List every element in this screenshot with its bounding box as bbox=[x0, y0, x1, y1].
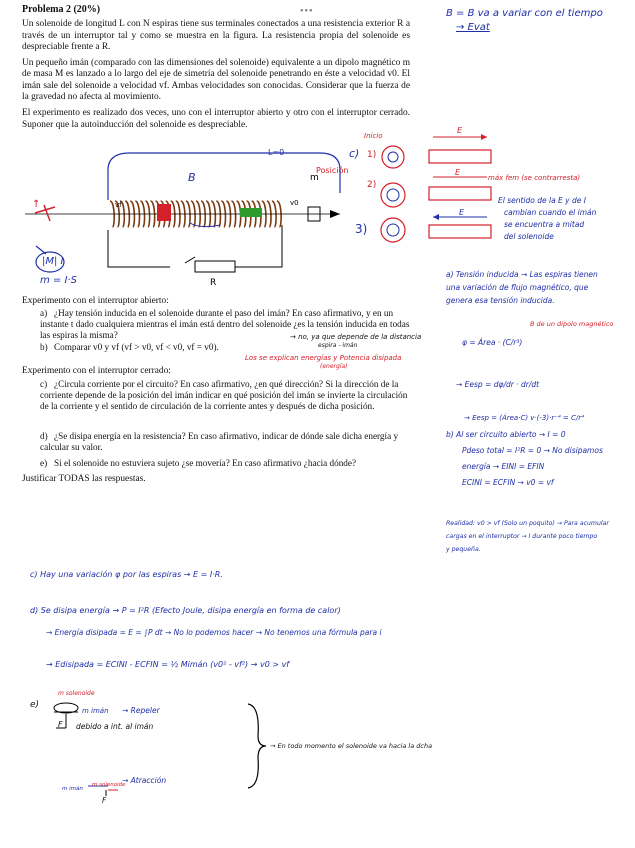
e-debido-note: debido a int. al imán bbox=[76, 722, 154, 731]
e-atraccion-note: → Atracción bbox=[122, 776, 167, 785]
svg-text:E: E bbox=[457, 126, 463, 135]
im-note: |M| I bbox=[42, 256, 64, 267]
e-force-label-2: F bbox=[102, 796, 107, 805]
e-solenoide-label: m solenoide bbox=[58, 690, 95, 697]
resistor-label: R bbox=[210, 278, 217, 288]
dipolo-note: B de un dipolo magnético bbox=[530, 320, 614, 328]
svg-text:2): 2) bbox=[367, 180, 377, 190]
answer-d-3: → Edisipada = ECINI - ECFIN = ½ Mimán (v0² - vf²) → v0 > vf bbox=[46, 660, 290, 669]
e-solenoide-label-2: m solenoide bbox=[92, 782, 126, 788]
b-varies-note: B = B va a variar con el tiempo bbox=[446, 8, 603, 19]
espira-iman-note: espira - imán bbox=[318, 342, 358, 349]
question-b: b) Comparar v0 y vf (vf > v0, vf < v0, vf = v0). bbox=[40, 342, 219, 352]
dipole-label-m: m bbox=[310, 173, 319, 183]
closed-experiment-header: Experimento con el interruptor cerrado: bbox=[22, 366, 171, 376]
question-e: e) Si el solenoide no estuviera sujeto ¿se movería? En caso afirmativo ¿hacia dónde? bbox=[40, 458, 357, 468]
open-experiment-header: Experimento con el interruptor abierto: bbox=[22, 296, 169, 306]
sentido-note-4: del solenoide bbox=[504, 232, 554, 241]
answer-b-1: b) Al ser circuito abierto → I = 0 bbox=[446, 430, 566, 439]
paragraph-2: Un pequeño imán (comparado con las dimensiones del solenoide) equivalente a un dipolo magnético m de masa M es lanzado a lo largo del eje de simetría del solenoide penetrando en éste a velocidad v0. El imán sale del solenoide a velocidad vf. Ambas velocidades son conocidas. Considerar que la fuerza de la gravedad no afecta al movimiento. bbox=[22, 58, 410, 103]
svg-text:1): 1) bbox=[367, 150, 377, 160]
energias-note: Los se explican energías y Potencia disipada bbox=[245, 354, 402, 362]
answer-c: c) Hay una variación φ por las espiras → E = I·R. bbox=[30, 570, 223, 579]
svg-text:E: E bbox=[455, 168, 461, 177]
v0-label: v0 bbox=[290, 199, 299, 207]
emf-formula-1: → Eesp = dφ/dr · dr/dt bbox=[456, 380, 540, 389]
answer-d-1: d) Se disipa energía → P = I²R (Efecto Joule, disipa energía en forma de calor) bbox=[30, 606, 341, 615]
answer-b-3: energía → EINI = EFIN bbox=[462, 462, 545, 471]
problem-statement bbox=[22, 4, 410, 136]
l0-note: L=0 bbox=[268, 148, 285, 157]
answer-b-2: Pdeso total = I²R = 0 → No disipamos bbox=[462, 446, 603, 455]
e-force-label: F bbox=[58, 720, 63, 729]
question-a: a) ¿Hay tensión inducida en el solenoide durante el paso del imán? En caso afirmativo, y en un instante t dado cualquiera mientras el imán está dentro del solenoide ¿es la tensión inducida en todas las espiras la misma? bbox=[40, 308, 410, 340]
answer-a-3: genera esa tensión inducida. bbox=[446, 296, 555, 305]
posicion-note: Posición bbox=[316, 166, 349, 175]
no-depende-note: → no, ya que depende de la distancia bbox=[290, 333, 422, 341]
svg-text:c): c) bbox=[349, 147, 360, 160]
answer-a-2: una variación de flujo magnético, que bbox=[446, 283, 589, 292]
emf-formula-2: → Eesp = (Área·C) v·(-3)·r⁻⁴ = C/r⁴ bbox=[464, 414, 584, 422]
sentido-note-1: El sentido de la E y de I bbox=[498, 196, 586, 205]
magnet-green-icon bbox=[240, 208, 262, 217]
evat-note: → Evat bbox=[456, 22, 490, 33]
magnet-inside-icon bbox=[157, 204, 171, 221]
vector-e-note: ↑ bbox=[32, 199, 41, 210]
inicio-note: Inicio bbox=[364, 132, 383, 140]
answer-e-label: e) bbox=[30, 700, 40, 710]
sentido-note-2: cambian cuando el imán bbox=[504, 208, 597, 217]
field-label-b: B bbox=[188, 171, 196, 184]
question-c: c) ¿Circula corriente por el circuito? En caso afirmativo, ¿en qué dirección? Si la dirección de la corriente depende de la posición del imán indicar en qué posición del imán se invierte la circulación de la corriente y el sentido de circulación de la corriente antes y después de dicha posición. bbox=[40, 379, 408, 411]
answer-b-4: ECINI = ECFIN → v0 = vf bbox=[462, 478, 554, 487]
m-is-note: m = I·S bbox=[40, 275, 77, 286]
realidad-note-2: cargas en el interruptor → I durante poco tiempo bbox=[446, 533, 598, 540]
paragraph-3: El experimento es realizado dos veces, uno con el interruptor abierto y otro con el interruptor cerrado. Suponer que la autoinducción del solenoide es despreciable. bbox=[22, 108, 410, 130]
paragraph-1: Un solenoide de longitud L con N espiras tiene sus terminales conectados a una resistencia exterior R a través de un interruptor tal y como se muestra en la figura. La resistencia propia del solenoide es despreciable frente a R. bbox=[22, 19, 410, 52]
problem-title: Problema 2 (20%) bbox=[22, 4, 101, 15]
sentido-note-3: se encuentra a mitad bbox=[504, 220, 585, 229]
question-d: d) ¿Se disipa energía en la resistencia? En caso afirmativo, indicar de dónde sale dicha energía y calcular su valor. bbox=[40, 431, 399, 452]
answer-d-2: → Energía disipada = E = ∫P dt → No lo podemos hacer → No tenemos una fórmula para i bbox=[46, 628, 382, 637]
e-iman-label: m imán bbox=[82, 707, 109, 715]
realidad-note-3: y pequeña. bbox=[446, 546, 481, 553]
more-dots-icon: ••• bbox=[300, 6, 314, 17]
energia-paren-note: (energía) bbox=[320, 363, 348, 370]
flux-formula: φ = Área · (C/r³) bbox=[462, 338, 523, 347]
answer-a-1: a) Tensión inducida → Las espiras tienen bbox=[446, 270, 598, 279]
svg-text:E: E bbox=[459, 208, 465, 217]
cases-drawing bbox=[345, 125, 635, 255]
closing-line: Justificar TODAS las respuestas. bbox=[22, 474, 146, 484]
realidad-note-1: Realidad: v0 > vf (Solo un poquito) → Para acumular bbox=[446, 520, 609, 527]
vf-label: vf bbox=[115, 201, 122, 209]
e-iman-label-2: m imán bbox=[62, 786, 83, 792]
e-repeler-note: → Repeler bbox=[122, 706, 160, 715]
e-bracket-note: → En todo momento el solenoide va hacia la dcha bbox=[270, 742, 433, 750]
max-fem-note: máx fem (se contrarresta) bbox=[488, 174, 581, 182]
svg-text:3): 3) bbox=[355, 222, 368, 236]
